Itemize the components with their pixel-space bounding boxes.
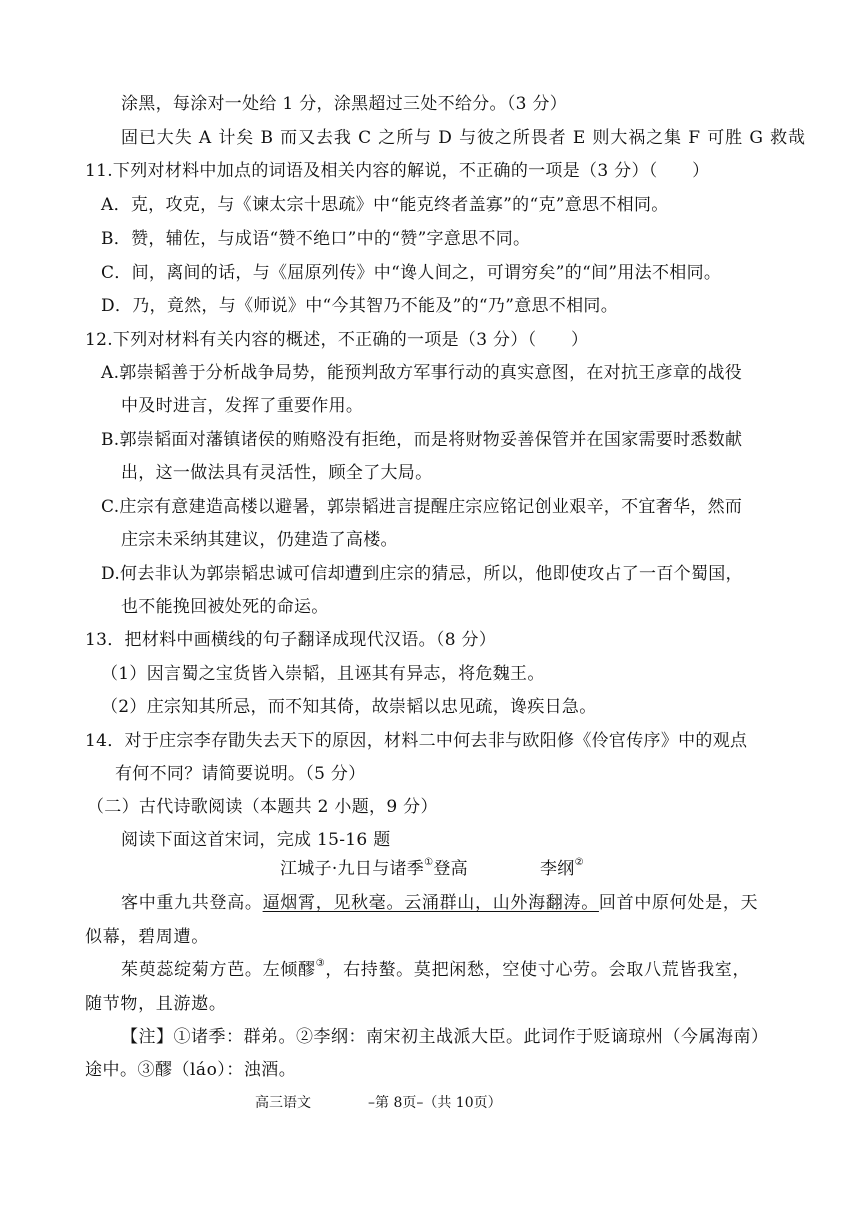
poem-line-4: 随节物，且游遨。	[85, 994, 227, 1014]
punctuation-options-line: 固已大失 A 计矣 B 而又去我 C 之所与 D 与彼之所畏者 E 则大祸之集 F 可胜 G 救哉	[121, 128, 806, 148]
poem-line-1	[121, 892, 758, 914]
section-heading: （二）古代诗歌阅读（本题共 2 小题，9 分）	[87, 797, 438, 817]
question-12-option-d: D.何去非认为郭崇韬忠诚可信却遭到庄宗的猜忌，所以，他即使攻占了一百个蜀国，	[101, 564, 743, 584]
question-12-option-c-cont: 庄宗未采纳其建议，仍建造了高楼。	[121, 530, 398, 550]
poem-line-1-end: 回首中原何处是，天	[598, 893, 759, 913]
footer-subject: 高三语文	[255, 1095, 311, 1111]
poem-author-name: 李纲	[540, 859, 575, 879]
scoring-rule-line: 涂黑，每涂对一处给 1 分，涂黑超过三处不给分。（3 分）	[121, 94, 568, 114]
poem-line-3	[121, 959, 750, 981]
question-14-stem-cont: 有何不同？请简要说明。（5 分）	[115, 764, 366, 784]
question-11-option-a: A．克，攻克，与《谏太宗十思疏》中“能克终者盖寡”的“克”意思不相同。	[101, 195, 669, 215]
question-13-part-1: （1）因言蜀之宝货皆入崇韬，且诬其有异志，将危魏王。	[101, 664, 545, 684]
question-12-option-a-cont: 中及时进言，发挥了重要作用。	[121, 396, 364, 416]
question-13-stem: 13．把材料中画横线的句子翻译成现代汉语。（8 分）	[85, 630, 497, 650]
question-11-option-b: B．赞，辅佐，与成语“赞不绝口”中的“赞”字意思不同。	[101, 229, 531, 249]
question-12-option-b: B.郭崇韬面对藩镇诸侯的贿赂没有拒绝，而是将财物妥善保管并在国家需要时悉数献	[101, 430, 743, 450]
question-11-stem: 11.下列对材料中加点的词语及相关内容的解说，不正确的一项是（3 分）（ ）	[85, 161, 710, 181]
poem-underlined-sentence: 逼烟霄，见秋毫。云涌群山，山外海翻涛。	[262, 893, 599, 913]
poem-title	[280, 858, 468, 880]
poem-line-3-end: ，右持螯。莫把闲愁，空使寸心劳。会取八荒皆我室，	[325, 960, 751, 980]
question-12-option-b-cont: 出，这一做法具有灵活性，顾全了大局。	[121, 463, 433, 483]
question-12-stem: 12.下列对材料有关内容的概述，不正确的一项是（3 分）（ ）	[85, 330, 589, 350]
poem-line-1-start: 客中重九共登高。	[121, 893, 263, 913]
poem-author	[540, 858, 584, 880]
question-12-option-c: C.庄宗有意建造高楼以避暑，郭崇韬进言提醒庄宗应铭记创业艰辛，不宜奢华，然而	[101, 497, 743, 517]
poem-notes-cont: 途中。③醪（láo）：浊酒。	[85, 1060, 297, 1080]
poem-line-3-note-mark: ③	[315, 958, 326, 970]
question-13-part-2: （2）庄宗知其所忌，而不知其倚，故崇韬以忠见疏，谗疾日急。	[101, 697, 597, 717]
question-12-option-a: A.郭崇韬善于分析战争局势，能预判敌方军事行动的真实意图，在对抗王彦章的战役	[101, 363, 743, 383]
question-11-option-d: D．乃，竟然，与《师说》中“今其智乃不能及”的“乃”意思不相同。	[101, 296, 618, 316]
question-14-stem: 14．对于庄宗李存勖失去天下的原因，材料二中何去非与欧阳修《伶官传序》中的观点	[85, 731, 748, 751]
question-12-option-d-cont: 也不能挽回被处死的命运。	[121, 597, 329, 617]
reading-instruction: 阅读下面这首宋词，完成 15-16 题	[121, 830, 391, 850]
footer-page-number: –第 8页–（共 10页）	[368, 1095, 502, 1111]
question-11-option-c: C．间，离间的话，与《屈原列传》中“谗人间之，可谓穷矣”的“间”用法不相同。	[101, 263, 722, 283]
poem-title-tail: 登高	[433, 859, 468, 879]
poem-title-text: 江城子·九日与诸季	[280, 859, 425, 879]
poem-line-2: 似幕，碧周遭。	[85, 927, 209, 947]
poem-title-note-mark: ①	[424, 857, 434, 869]
poem-author-note-mark: ②	[574, 857, 584, 869]
poem-notes: 【注】①诸季：群弟。②李纲：南宋初主战派大臣。此词作于贬谪琼州（今属海南）	[121, 1027, 769, 1047]
poem-line-3-start: 茱萸蕊绽菊方芭。左倾醪	[121, 960, 316, 980]
